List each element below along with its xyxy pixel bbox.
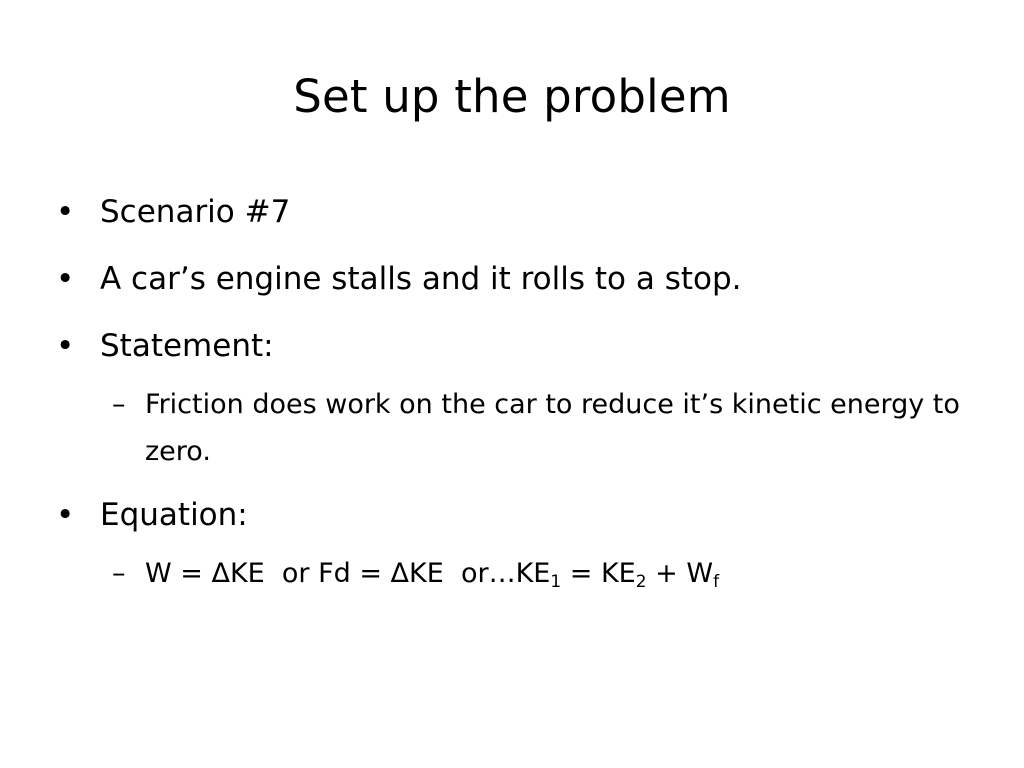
slide-title: Set up the problem <box>293 70 731 123</box>
statement-sub-list-wrapper <box>56 381 986 475</box>
equation-part-3: + W <box>646 558 714 589</box>
bullet-list <box>56 192 986 617</box>
dash-marker: – <box>112 558 126 589</box>
equation-subscript-2: 2 <box>635 572 647 592</box>
equation-subscript-f: f <box>713 572 720 592</box>
statement-sub-list <box>56 381 986 475</box>
statement-sub-item <box>56 381 986 475</box>
equation-subscript-1: 1 <box>550 572 562 592</box>
equation-sub-item <box>56 550 986 597</box>
equation-part-2: = KE <box>561 558 636 589</box>
bullet-statement: • Statement: <box>56 326 986 366</box>
statement-text: Friction does work on the car to reduce it’s kinetic energy to zero. <box>145 389 960 467</box>
equation-sub-list <box>56 550 986 597</box>
equation-sub-list-wrapper <box>56 550 986 597</box>
bullet-equation: • Equation: <box>56 495 986 535</box>
bullet-scenario: • Scenario #7 <box>56 192 986 232</box>
dash-marker: – <box>112 389 126 420</box>
equation-part-1: W = ΔKE or Fd = ΔKE or…KE <box>145 558 551 589</box>
bullet-description: • A car’s engine stalls and it rolls to a stop. <box>56 259 986 299</box>
